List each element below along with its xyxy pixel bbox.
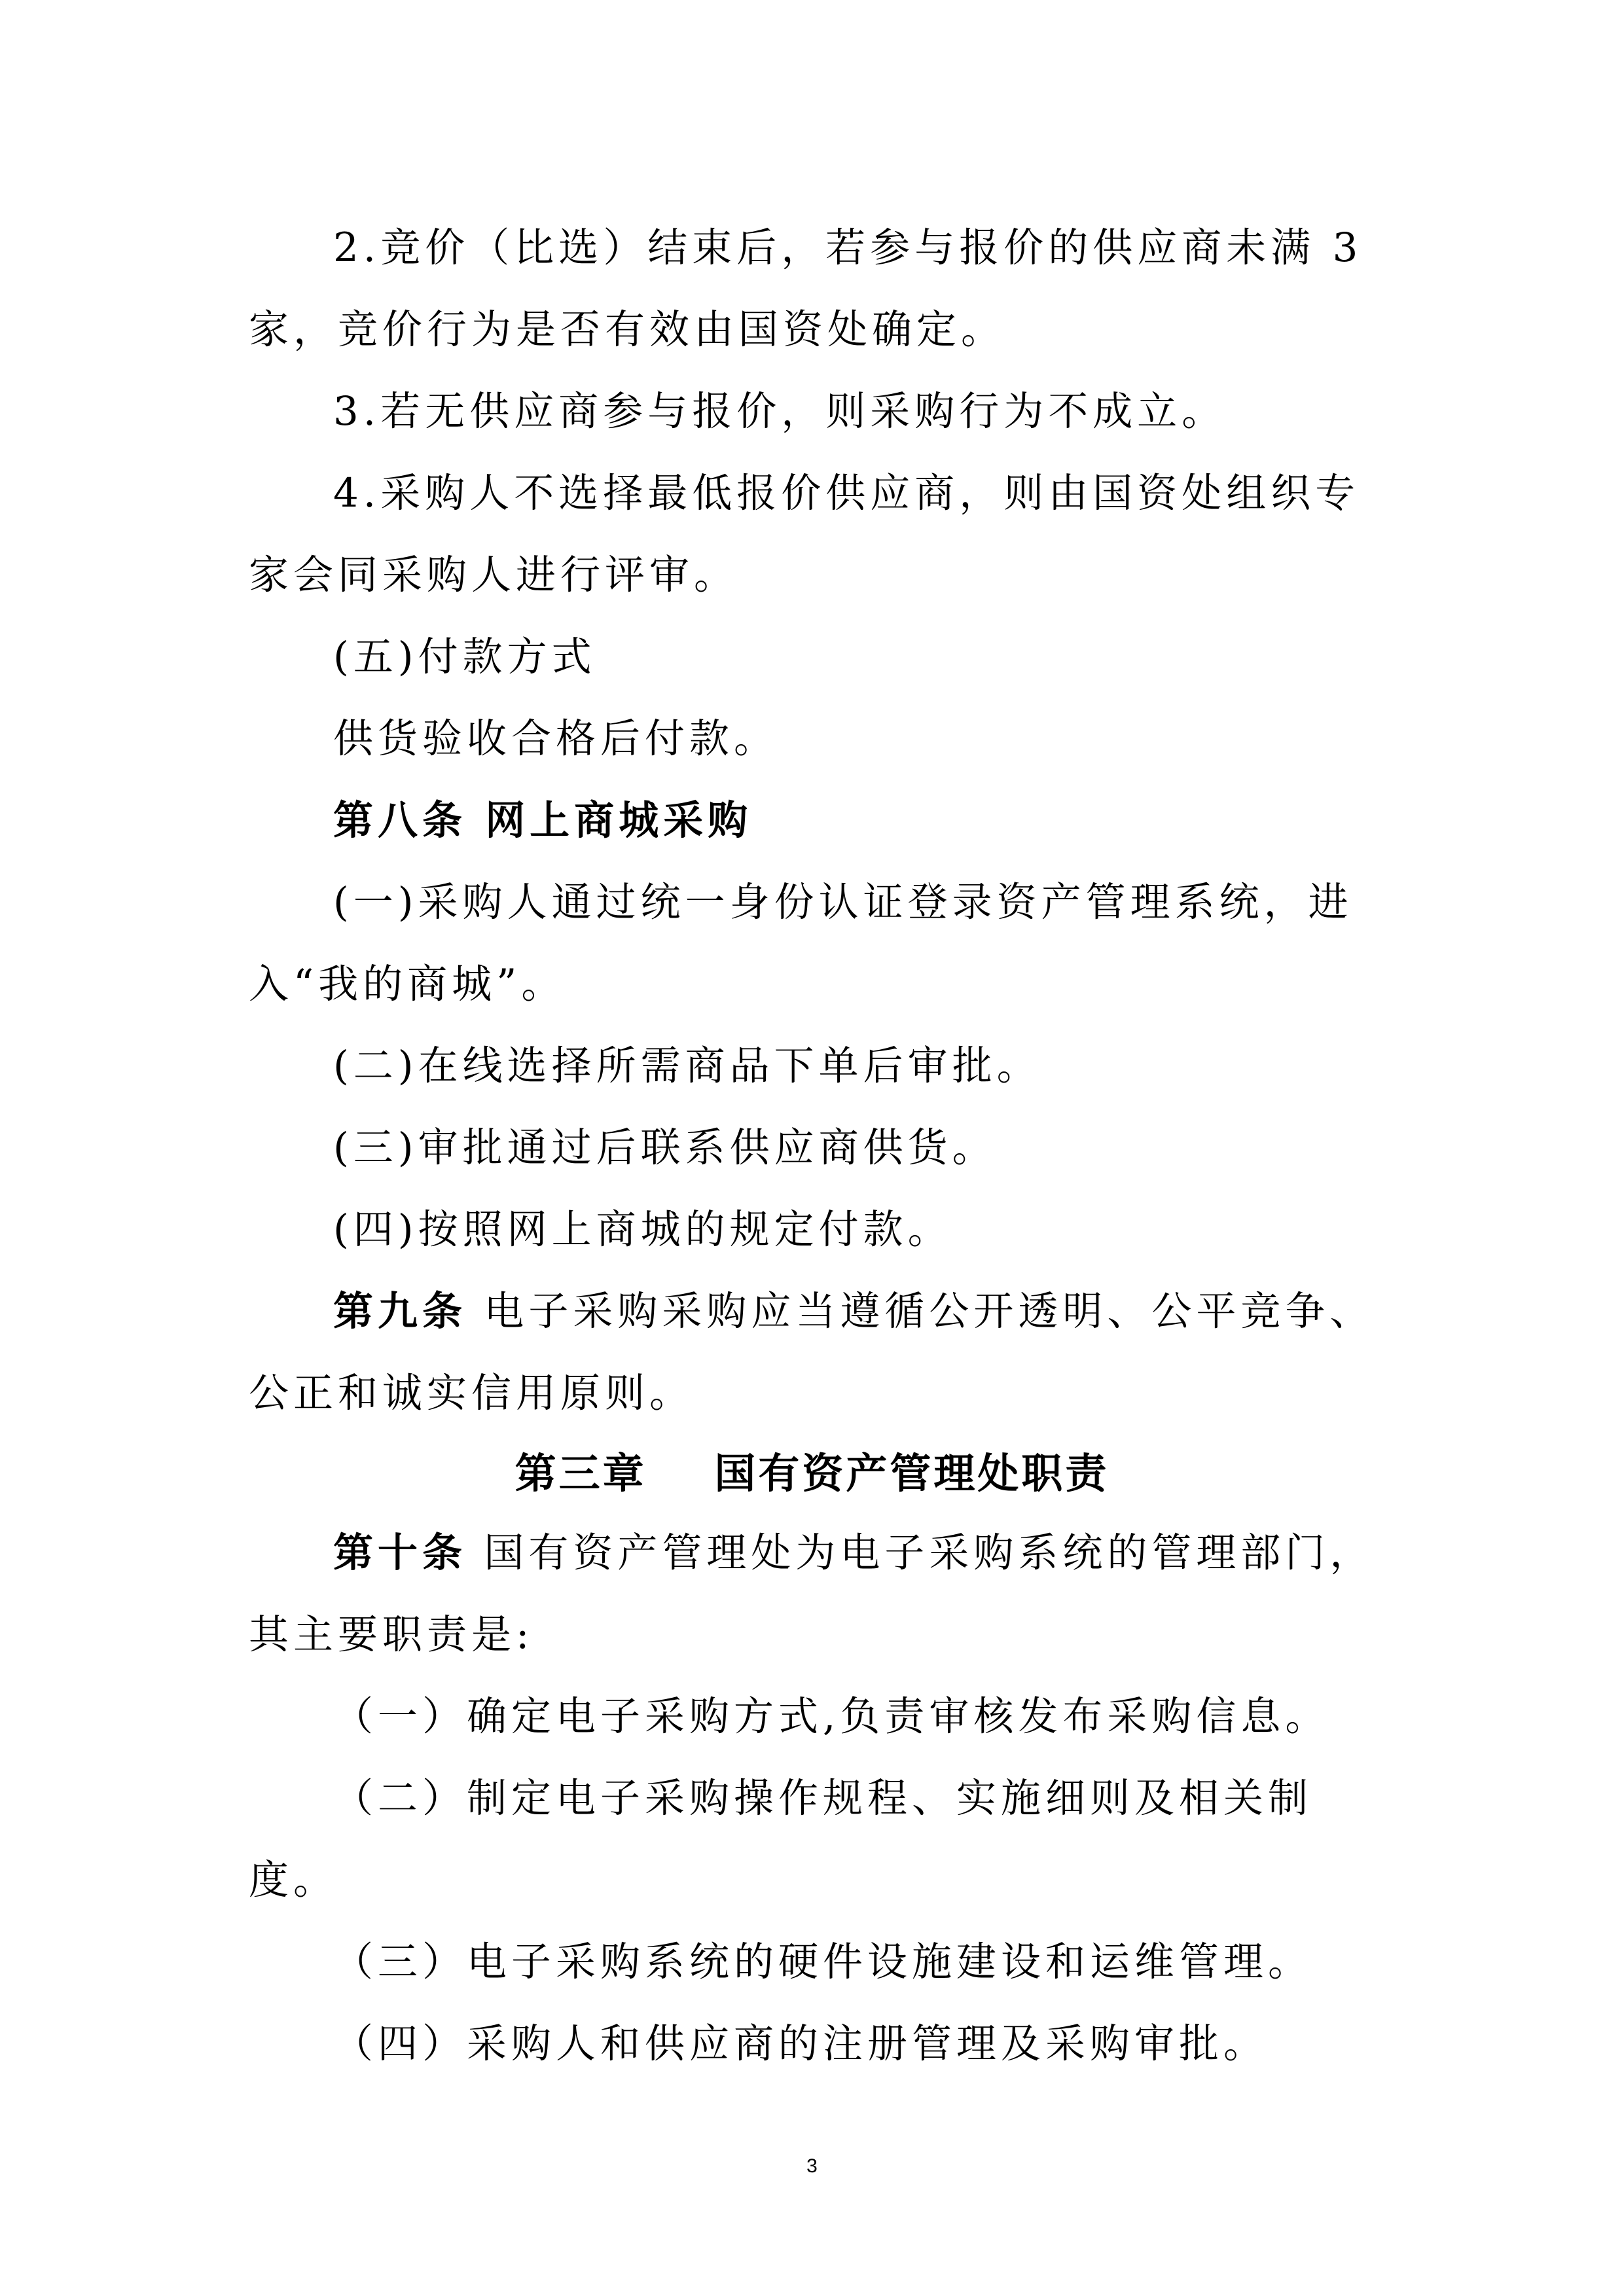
- list-item: （三）电子采购系统的硬件设施建设和运维管理。: [333, 1939, 1313, 1985]
- list-item: （四）采购人和供应商的注册管理及采购审批。: [333, 2020, 1269, 2067]
- text-line: (三)审批通过后联系供应商供货。: [333, 1124, 997, 1171]
- subsection-heading: (五)付款方式: [333, 634, 596, 680]
- text-line: (一)采购人通过统一身份认证登录资产管理系统，进: [333, 879, 1353, 925]
- text-line: 入“我的商城”。: [249, 961, 566, 1007]
- article-text: 电子采购采购应当遵循公开透明、公平竞争、: [467, 1288, 1375, 1335]
- text-line: 公正和诚实信用原则。: [249, 1370, 695, 1416]
- text-line: 家，竞价行为是否有效由国资处确定。: [249, 306, 1006, 353]
- text-line: 其主要职责是:: [249, 1611, 534, 1658]
- text-line: [333, 1527, 1375, 1579]
- text-line: 供货验收合格后付款。: [333, 715, 779, 762]
- list-item: （一）确定电子采购方式,负责审核发布采购信息。: [333, 1693, 1330, 1740]
- article-label: 第十条: [333, 1530, 467, 1576]
- text-line: [333, 1285, 1375, 1338]
- article-text: 国有资产管理处为电子采购系统的管理部门，: [467, 1530, 1375, 1576]
- text-line: 2.竞价（比选）结束后，若参与报价的供应商未满 3: [333, 224, 1363, 271]
- text-line: 度。: [249, 1857, 338, 1903]
- text-line: 4.采购人不选择最低报价供应商，则由国资处组织专: [333, 470, 1360, 516]
- list-item: （二）制定电子采购操作规程、实施细则及相关制: [333, 1775, 1313, 1821]
- text-line: (四)按照网上商城的规定付款。: [333, 1206, 952, 1253]
- article-label: 第九条: [333, 1288, 467, 1335]
- text-line: (二)在线选择所需商品下单后审批。: [333, 1043, 1041, 1089]
- page-number: 3: [806, 2155, 818, 2177]
- text-line: 3.若无供应商参与报价，则采购行为不成立。: [333, 388, 1227, 435]
- article-heading: 第八条 网上商城采购: [333, 797, 753, 844]
- text-line: 家会同采购人进行评审。: [249, 552, 739, 598]
- chapter-heading: 第三章 国有资产管理处职责: [514, 1450, 1110, 1498]
